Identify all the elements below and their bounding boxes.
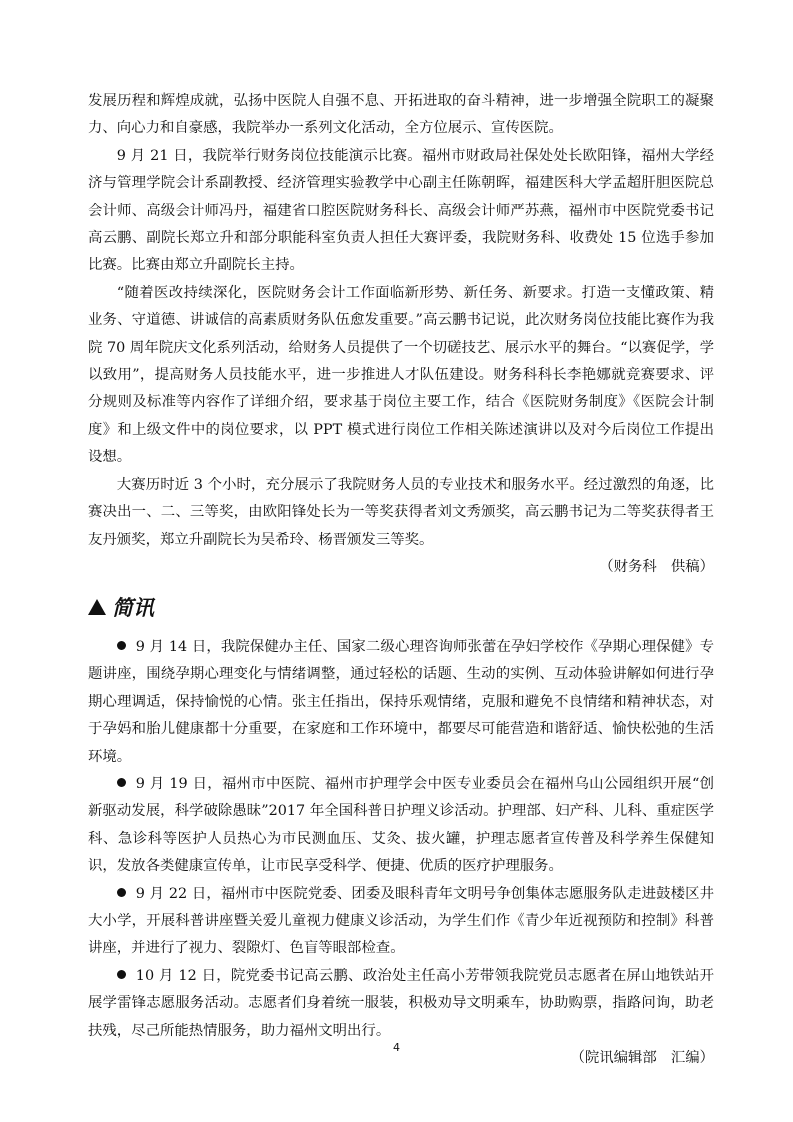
credit-dept: （院讯编辑部 — [570, 1050, 657, 1067]
triangle-icon — [88, 599, 106, 615]
bullet-icon — [117, 778, 126, 787]
bullet-icon — [117, 888, 126, 897]
section-heading — [88, 592, 154, 622]
news-item — [88, 963, 714, 1045]
bullet-icon — [117, 970, 126, 979]
news-list — [88, 634, 714, 1073]
news-item — [88, 881, 714, 963]
article-paragraph: 大赛历时近 3 个小时，充分展示了我院财务人员的专业技术和服务水平。经过激烈的角逐，比赛决出一、二、三等奖，由欧阳锋处长为一等奖获得者刘文秀颁奖，高云鹏书记为二等奖获得者王友丹颁奖，郑立升副院长为吴希玲、杨晋颁发三等奖。 — [88, 476, 714, 548]
page-number: 4 — [393, 1041, 400, 1054]
news-item — [88, 771, 714, 881]
news-text: 9 月 22 日，福州市中医院党委、团委及眼科青年文明号争创集体志愿服务队走进鼓楼区井大小学，开展科普讲座暨关爱儿童视力健康义诊活动，为学生们作《青少年近视预防和控制》科普讲座，并进行了视力、裂隙灯、色盲等眼部检查。 — [88, 885, 714, 957]
news-text: 10 月 12 日，院党委书记高云鹏、政治处主任高小芳带领我院党员志愿者在屏山地铁站开展学雷锋志愿服务活动。志愿者们身着统一服装，积极劝导文明乘车，协助购票，指路问询，助老扶残，尽己所能热情服务，助力福州文明出行。 — [88, 967, 714, 1039]
article-paragraph: 发展历程和辉煌成就，弘扬中医院人自强不息、开拓进取的奋斗精神，进一步增强全院职工的凝聚力、向心力和自豪感，我院举办一系列文化活动，全方位展示、宣传医院。 — [88, 93, 714, 137]
article-body — [88, 88, 714, 581]
news-text: 9 月 19 日，福州市中医院、福州市护理学会中医专业委员会在福州乌山公园组织开展“创新驱动发展，科学破除愚昧”2017 年全国科普日护理义诊活动。护理部、妇产科、儿科、重症医学科、急诊科等医护人员热心为市民测血压、艾灸、拔火罐，护理志愿者宣传普及科学养生保健知识，发放各类健康宣传单，让市民享受科学、便捷、优质的医疗护理服务。 — [88, 776, 714, 875]
article-paragraph: “随着医改持续深化，医院财务会计工作面临新形势、新任务、新要求。打造一支懂政策、精业务、守道德、讲诚信的高素质财务队伍愈发重要。”高云鹏书记说，此次财务岗位技能比赛作为我院 70 周年院庆文化系列活动，给财务人员提供了一个切磋技艺、展示水平的舞台。“以赛促学，学以致用”，提高财务人员技能水平，进一步推进人才队伍建设。财务科科长李艳娜就竞赛要求、评分规则及标准等内容作了详细介绍，要求基于岗位主要工作，结合《医院财务制度》《医院会计制度》和上级文件中的岗位要求，以 PPT 模式进行岗位工作相关陈述演讲以及对今后岗位工作提出设想。 — [88, 284, 714, 466]
news-item — [88, 634, 714, 771]
credit-dept: （财务科 — [599, 558, 657, 575]
article-credit-line — [88, 554, 714, 581]
section-title: 简讯 — [112, 595, 154, 620]
article-credit — [583, 554, 714, 581]
article-paragraph: 9 月 21 日，我院举行财务岗位技能演示比赛。福州市财政局社保处处长欧阳锋，福州大学经济与管理学院会计系副教授、经济管理实验教学中心副主任陈朝晖，福建医科大学孟超肝胆医院总会计师、高级会计师冯丹，福建省口腔医院财务科长、高级会计师严苏燕，福州市中医院党委书记高云鹏、副院长郑立升和部分职能科室负责人担任大赛评委，我院财务科、收费处 15 位选手参加比赛。比赛由郑立升副院长主持。 — [88, 147, 714, 274]
credit-role: 供稿） — [670, 558, 714, 575]
credit-role: 汇编） — [670, 1050, 714, 1067]
news-text: 9 月 14 日，我院保健办主任、国家二级心理咨询师张蕾在孕妇学校作《孕期心理保健》专题讲座，围绕孕期心理变化与情绪调整，通过轻松的话题、生动的实例、互动体验讲解如何进行孕期心理调适，保持愉悦的心情。张主任指出，保持乐观情绪，克服和避免不良情绪和精神状态，对于孕妈和胎儿健康都十分重要，在家庭和工作环境中，都要尽可能营造和谐舒适、愉快松弛的生活环境。 — [88, 639, 714, 765]
bullet-icon — [117, 641, 126, 650]
